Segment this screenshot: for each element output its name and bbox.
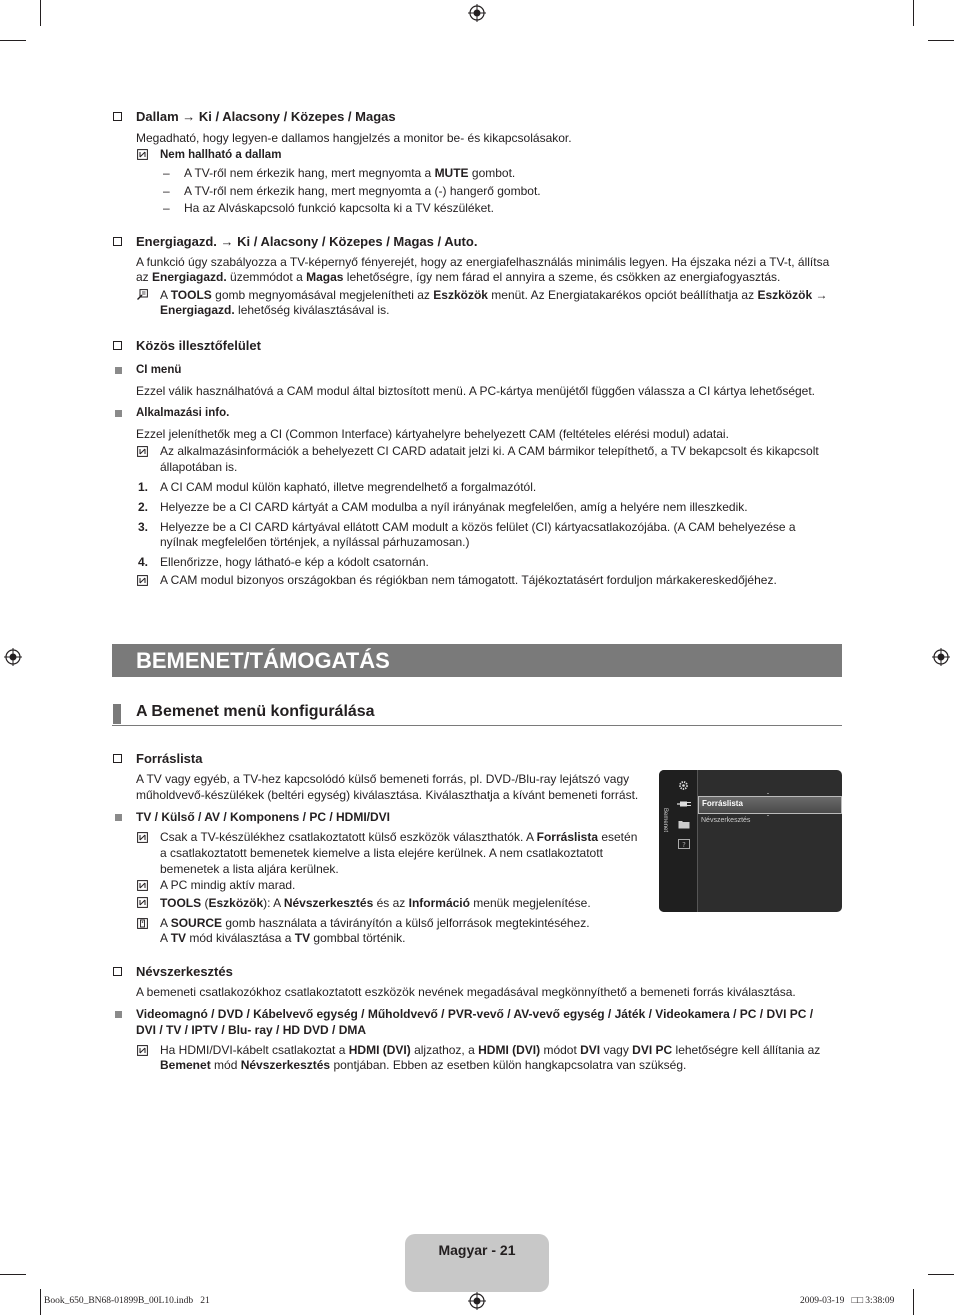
subheading-title: A Bemenet menü konfigurálása — [136, 703, 375, 720]
chapter-banner — [112, 644, 842, 677]
forras-note-5: A TV mód kiválasztása a TV gombbal történik. — [160, 931, 406, 945]
forras-note-1-line-3: bemenetek a lista aljára kerülnek. — [160, 862, 339, 876]
note-icon — [137, 832, 148, 843]
energia-tools-line-2: Energiagazd. lehetőség kiválasztásával is. — [160, 303, 390, 317]
step-1-text: A CI CAM modul külön kapható, illetve megrendelhető a forgalmazótól. — [160, 480, 537, 494]
dallam-description: Megadható, hogy legyen-e dallamos hangjelzés a monitor be- és kikapcsolásakor. — [136, 131, 572, 145]
note-icon — [137, 897, 148, 908]
nevszerk-note-line-1: Ha HDMI/DVI-kábelt csatlakoztat a HDMI (DVI) aljzathoz, a HDMI (DVI) módot DVI vagy DVI PC lehetőségre kell állítania az — [160, 1043, 821, 1057]
dallam-dash-item-2: A TV-ről nem érkezik hang, mert megnyomta a (-) hangerő gombot. — [184, 184, 541, 198]
menu-item-nevszerkesztes-label: Névszerkesztés — [701, 817, 751, 824]
tv-menu-screenshot — [659, 770, 842, 912]
folder-icon — [678, 819, 690, 829]
page-number-tab — [405, 1234, 549, 1292]
device-list-line-2: DVI / TV / IPTV / Blu- ray / HD DVD / DMA — [136, 1023, 367, 1037]
note-icon — [137, 1045, 148, 1056]
app-info-note-line-1: Az alkalmazásinformációk a behelyezett CI CARD adatait jelzi ki. A CAM bármikor telepíthető, a TV bekapcsolt és kikapcsolt — [160, 444, 819, 458]
step-3-text-line-2: nyílnak megfelelően történjek, a nyílással párhuzamosan.) — [160, 535, 470, 549]
step-number: 1. — [138, 480, 149, 494]
ci-menu-title: CI menü — [136, 364, 182, 376]
support-icon — [678, 839, 690, 849]
menu-divider — [697, 770, 698, 912]
section-title-nevszerkesztes: Névszerkesztés — [136, 964, 233, 979]
dash-icon: – — [163, 166, 170, 180]
step-number: 4. — [138, 555, 149, 569]
crop-mark — [40, 0, 41, 26]
remote-icon — [137, 918, 148, 929]
input-plug-icon — [677, 799, 691, 809]
square-bullet-icon — [115, 1011, 122, 1018]
checkbox-bullet-icon — [113, 967, 122, 976]
section-title-energia: Energiagazd. → Ki / Alacsony / Közepes / Magas / Auto. — [136, 234, 478, 249]
menu-item-forraslista-label: Forráslista — [702, 799, 743, 808]
energia-tools-line-1: A TOOLS gomb megnyomásával megjelenítheti az Eszközök menüt. Az Energiatakarékos opciót beállíthatja az Eszközök → — [160, 288, 828, 302]
section-title-kozos: Közös illesztőfelület — [136, 338, 261, 353]
nevszerk-note-line-2: Bemenet mód Névszerkesztés pontjában. Ebben az esetben külön hangkapcsolatra van szükség. — [160, 1058, 687, 1072]
subheading-marker — [113, 704, 121, 724]
forraslista-paragraph-line-1: A TV vagy egyéb, a TV-hez kapcsolódó külső bemeneti forrás, pl. DVD-/Blu-ray lejátszó vagy — [136, 772, 630, 786]
crop-mark — [913, 1289, 914, 1315]
crop-mark — [40, 1289, 41, 1315]
section-title-dallam: Dallam → Ki / Alacsony / Közepes / Magas — [136, 109, 396, 124]
crop-mark — [913, 0, 914, 26]
menu-item-forraslista[interactable] — [698, 796, 842, 814]
gear-icon — [678, 780, 689, 791]
registration-mark-icon — [932, 648, 950, 666]
checkbox-bullet-icon — [113, 754, 122, 763]
step-3-text-line-1: Helyezze be a CI CARD kártyával ellátott CAM modult a közös felület (CI) kártyacsatlakozójába. (A CAM behelyezése a — [160, 520, 796, 534]
app-info-title: Alkalmazási info. — [136, 407, 230, 419]
menu-tick — [767, 815, 769, 816]
subheading-rule — [112, 725, 842, 726]
note-icon — [137, 149, 148, 160]
registration-mark-icon — [468, 1292, 486, 1310]
step-2-text: Helyezze be a CI CARD kártyát a CAM modulba a nyíl irányának megfelelően, amíg a helyére nem illeszkedik. — [160, 500, 748, 514]
note-title-dallam: Nem hallható a dallam — [160, 149, 282, 161]
step-number: 2. — [138, 500, 149, 514]
dash-icon: – — [163, 184, 170, 198]
footer-date: 2009-03-19 □□ 3:38:09 — [800, 1296, 895, 1306]
crop-mark — [928, 1274, 954, 1275]
app-info-description: Ezzel jeleníthetők meg a CI (Common Interface) kártyahelyre behelyezett CAM (feltételes elérési modul) adatai. — [136, 427, 729, 441]
registration-mark-icon — [468, 4, 486, 22]
forras-note-2: A PC mindig aktív marad. — [160, 878, 296, 892]
crop-mark — [0, 40, 26, 41]
menu-side-label: Bemenet — [662, 808, 668, 833]
step-4-text: Ellenőrizze, hogy látható-e kép a kódolt csatornán. — [160, 555, 429, 569]
checkbox-bullet-icon — [113, 341, 122, 350]
forras-note-1-line-1: Csak a TV-készülékhez csatlakoztatott külső eszközök választhatók. A Forráslista esetén — [160, 830, 638, 844]
menu-item-nevszerkesztes[interactable] — [701, 817, 750, 824]
square-bullet-icon — [115, 410, 122, 417]
note-icon — [137, 575, 148, 586]
section-title-forraslista: Forráslista — [136, 751, 203, 766]
dash-icon: – — [163, 201, 170, 215]
ci-menu-description: Ezzel válik használhatóvá a CAM modul által biztosított menü. A PC-kártya menüjétől függően válassza a CI kártya lehetőséget. — [136, 384, 816, 398]
page-number-label: Magyar - 21 — [438, 1242, 516, 1258]
footer-file-info: Book_650_BN68-01899B_00L10.indb 21 — [44, 1296, 210, 1306]
crop-mark — [928, 40, 954, 41]
square-bullet-icon — [115, 814, 122, 821]
energia-paragraph-line-1: A funkció úgy szabályozza a TV-képernyő fényerejét, hogy az energiafelhasználás minimális legyen. Ha éjszaka nézi a TV-t, állítsa — [136, 255, 830, 269]
svg-text:?: ? — [682, 841, 686, 849]
step-number: 3. — [138, 520, 149, 534]
note-icon — [137, 880, 148, 891]
tools-icon — [137, 289, 148, 300]
forras-note-4: A SOURCE gomb használata a távirányítón a külső jelforrások megtekintéséhez. — [160, 916, 590, 930]
crop-mark — [0, 1274, 26, 1275]
app-info-note-line-2: állapotában is. — [160, 460, 238, 474]
forras-note-3: TOOLS (Eszközök): A Névszerkesztés és az Információ menük megjelenítése. — [160, 896, 591, 910]
device-list-line-1: Videomagnó / DVD / Kábelvevő egység / Műholdvevő / PVR-vevő / AV-vevő egység / Játék / Videokamera / PC / DVI PC / — [136, 1007, 814, 1021]
note-icon — [137, 446, 148, 457]
dallam-dash-item-1: A TV-ről nem érkezik hang, mert megnyomta a MUTE gombot. — [184, 166, 516, 180]
square-bullet-icon — [115, 367, 122, 374]
forraslista-paragraph-line-2: műholdvevő-készülékek (beltéri egység) kiválasztása. Kiválaszthatja a kívánt bemeneti forrást. — [136, 788, 639, 802]
menu-tick — [767, 793, 769, 794]
checkbox-bullet-icon — [113, 237, 122, 246]
registration-mark-icon — [4, 648, 22, 666]
chapter-title: BEMENET/TÁMOGATÁS — [136, 648, 390, 673]
dallam-dash-item-3: Ha az Alváskapcsoló funkció kapcsolta ki a TV készüléket. — [184, 201, 494, 215]
energia-paragraph-line-2: az Energiagazd. üzemmódot a Magas lehetőségre, így nem fárad el annyira a szeme, és csökken az energiafogyasztás. — [136, 270, 781, 284]
source-list: TV / Külső / AV / Komponens / PC / HDMI/DVI — [136, 810, 391, 824]
cam-final-note: A CAM modul bizonyos országokban és régiókban nem támogatott. Tájékoztatásért forduljon márkakereskedőjéhez. — [160, 573, 777, 587]
forras-note-1-line-2: a csatlakoztatott bemenetek kiemelve a lista elejére kerülnek. A nem csatlakoztatott — [160, 846, 603, 860]
nevszerkesztes-description: A bemeneti csatlakozókhoz csatlakoztatott eszközök nevének megadásával megkönnyíthető a bemeneti forrás kiválasztása. — [136, 985, 796, 999]
checkbox-bullet-icon — [113, 112, 122, 121]
